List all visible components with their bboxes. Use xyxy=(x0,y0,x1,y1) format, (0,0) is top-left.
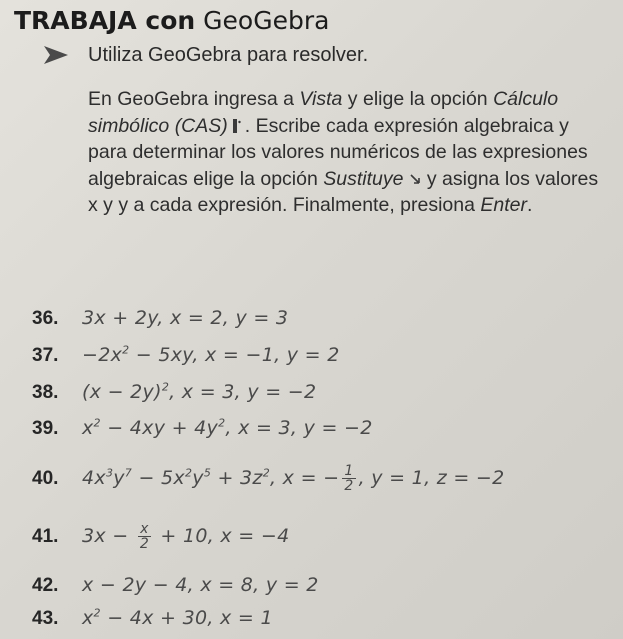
exercise-43 xyxy=(32,607,273,630)
expr-part: , x = − xyxy=(270,467,340,489)
cas-icon xyxy=(232,118,241,134)
para-text-5: . xyxy=(526,194,533,216)
exercise-expression xyxy=(82,521,290,552)
expr-part: (x − 2y) xyxy=(82,381,162,404)
expr-part: − 5x xyxy=(132,467,185,489)
exercise-37 xyxy=(32,344,340,367)
para-text-3: . Escribe cada expresión algebraica y para determinar los valores numéricos de las expresiones algebraicas elige la opción xyxy=(88,114,588,190)
para-em-cas: Cálculo simbólico (CAS) xyxy=(88,88,559,137)
exercise-number: 39. xyxy=(32,418,59,440)
exercise-number: 38. xyxy=(32,382,59,404)
exercise-expression xyxy=(82,307,288,329)
exercise-expression xyxy=(82,607,273,629)
exponent: 2 xyxy=(122,344,130,357)
expr-part: −2x xyxy=(82,344,123,367)
exercise-40 xyxy=(32,464,505,493)
fraction-numerator: 1 xyxy=(344,463,354,479)
exponent: 2 xyxy=(93,607,101,620)
exponent: 3 xyxy=(105,466,114,480)
exponent: 2 xyxy=(262,466,270,480)
expr-part: 3x − xyxy=(82,525,135,547)
exponent: 2 xyxy=(93,417,101,430)
expr-part: 3x + 2y, x = 2, y = 3 xyxy=(82,307,289,329)
expr-part: − 5xy, x = −1, y = 2 xyxy=(129,344,340,367)
exercise-number: 42. xyxy=(32,575,59,596)
exercise-36 xyxy=(32,307,288,330)
exponent: 2 xyxy=(184,466,193,480)
exponent: 5 xyxy=(203,466,212,480)
exercise-number: 43. xyxy=(32,608,59,630)
expr-part: + 3z xyxy=(211,467,263,489)
para-em-sustituye: Sustituye xyxy=(323,167,404,190)
expr-part: + 10, x = −4 xyxy=(154,525,290,547)
expr-part: , y = 1, z = −2 xyxy=(358,467,505,489)
expr-part: , x = 3, y = −2 xyxy=(169,381,317,404)
expr-part: y xyxy=(113,467,125,489)
exponent: 2 xyxy=(218,417,226,430)
exercise-38 xyxy=(32,381,316,404)
title-bold: TRABAJA con xyxy=(14,6,196,35)
para-em-enter: Enter xyxy=(480,194,527,216)
exercise-expression xyxy=(82,344,340,366)
expr-part: y xyxy=(192,467,204,489)
exercise-expression xyxy=(82,381,316,403)
fraction-denominator: 2 xyxy=(139,536,150,552)
para-text-4: y asigna los valores x y y a cada expresión. Finalmente, presiona xyxy=(88,167,599,216)
exercise-number: 37. xyxy=(32,345,59,367)
expr-part: x − 2y − 4, x = 8, y = 2 xyxy=(82,574,319,596)
play-arrow-icon xyxy=(42,44,70,66)
exercise-expression xyxy=(82,463,505,494)
exercise-number: 41. xyxy=(32,526,59,547)
expr-part: 4x xyxy=(82,467,106,489)
substitute-icon xyxy=(409,173,421,185)
section-title xyxy=(14,6,329,35)
exercise-expression xyxy=(82,417,373,439)
exercise-number: 36. xyxy=(32,308,59,329)
title-rest: GeoGebra xyxy=(195,6,330,35)
para-em-vista: Vista xyxy=(299,88,343,110)
exponent: 2 xyxy=(161,381,170,394)
fraction xyxy=(138,522,151,551)
para-text-1: En GeoGebra ingresa a xyxy=(88,88,300,110)
exercise-42 xyxy=(32,574,319,597)
expr-part: x xyxy=(82,607,94,630)
expr-part: − 4x + 30, x = 1 xyxy=(100,607,273,630)
fraction-denominator: 2 xyxy=(344,478,354,494)
lead-text: Utiliza GeoGebra para resolver. xyxy=(88,44,369,66)
instructions-paragraph xyxy=(88,86,608,219)
expr-part: − 4xy + 4y xyxy=(100,417,219,440)
fraction-numerator: x xyxy=(138,522,151,537)
exercise-39 xyxy=(32,417,373,440)
exercise-expression xyxy=(82,574,319,596)
expr-part: x xyxy=(82,417,94,440)
fraction xyxy=(342,464,355,493)
para-text-2: y elige la opción xyxy=(342,88,494,110)
exercise-41 xyxy=(32,522,289,551)
exercise-number: 40. xyxy=(32,468,59,489)
expr-part: , x = 3, y = −2 xyxy=(225,417,373,440)
exponent: 7 xyxy=(124,466,133,480)
